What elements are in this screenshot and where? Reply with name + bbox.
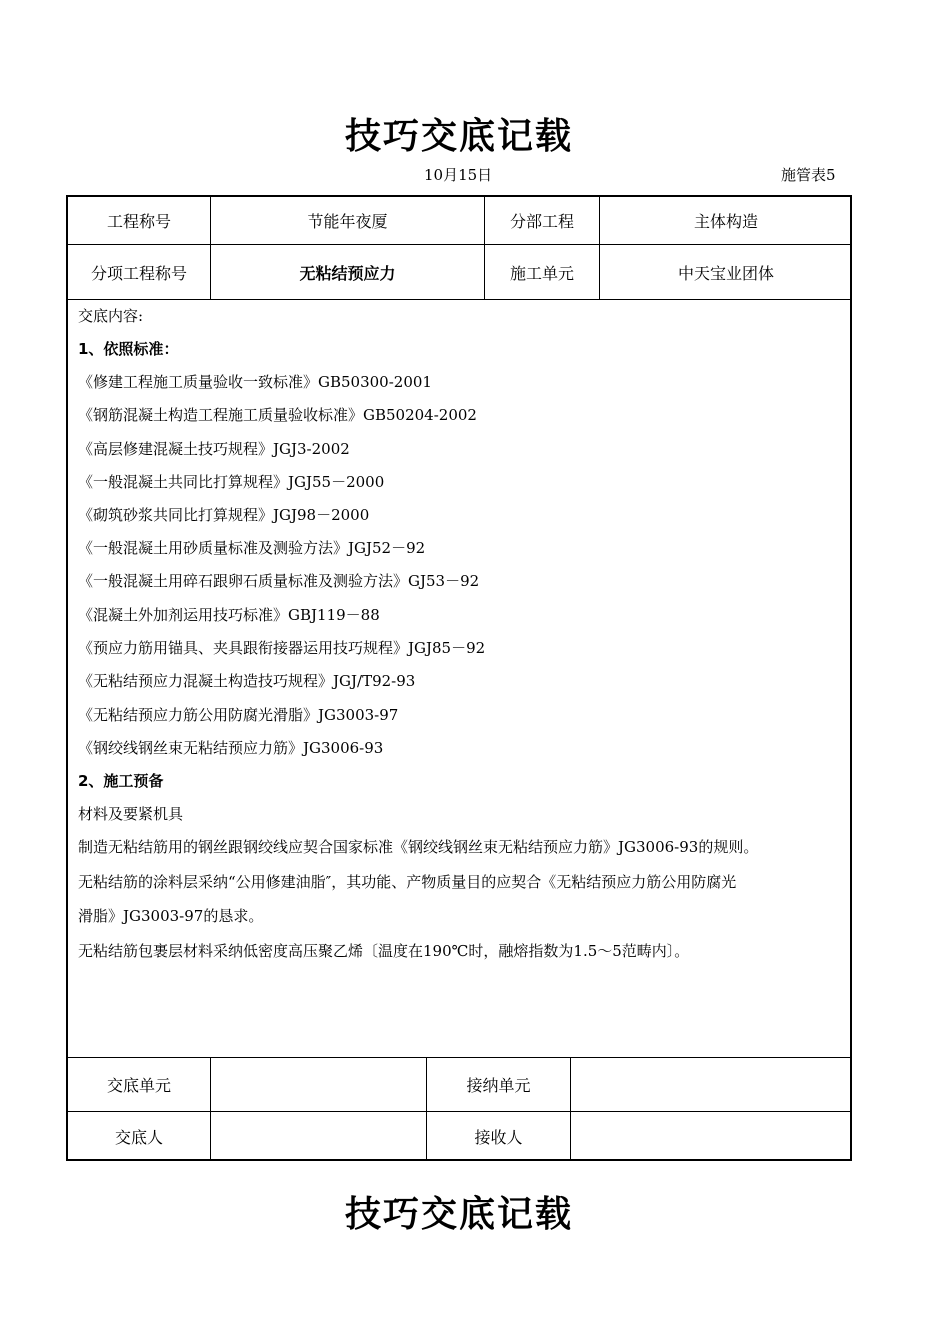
standard-item: 《预应力筋用锚具、夹具跟衔接器运用技巧规程》JGJ85－92 (78, 639, 486, 657)
document-date: 10月15日 (424, 166, 493, 184)
handover-person-label: 交底人 (114, 1128, 163, 1147)
subitem-value: 无粘结预应力 (299, 263, 396, 283)
handover-record-table (66, 195, 852, 1161)
materials-heading: 材料及要紧机具 (78, 805, 184, 823)
section-standards-heading: 1、依照标准： (78, 340, 179, 358)
receiver-person-value (571, 1112, 852, 1161)
paragraph-coating-cont: 滑脂》JG3003-97的恳求。 (78, 907, 264, 925)
paragraph-coating: 无粘结筋的涂料层采纳“公用修建油脂″，其功能、产物质量目的应契合《无粘结预应力筋公用防腐光 (78, 873, 737, 891)
standard-item: 《无粘结预应力混凝土构造技巧规程》JGJ/T92-93 (78, 672, 416, 690)
standard-item: 《混凝土外加剂运用技巧标准》GBJ119－88 (78, 606, 380, 624)
project-name-label: 工程称号 (106, 212, 171, 231)
subitem-label: 分项工程称号 (90, 263, 187, 283)
standard-item: 《一般混凝土用碎石跟卵石质量标准及测验方法》GJ53－92 (78, 572, 480, 590)
handover-unit-label: 交底单元 (106, 1076, 171, 1095)
document-title: 技巧交底记载 (344, 116, 573, 157)
handover-person-value (211, 1112, 426, 1161)
standard-item: 《修建工程施工质量验收一致标准》GB50300-2001 (78, 373, 432, 391)
form-number: 施管表5 (781, 166, 836, 184)
standard-item: 《砌筑砂浆共同比打算规程》JGJ98－2000 (78, 506, 370, 524)
construction-unit-label: 施工单元 (509, 263, 574, 283)
handover-unit-value (211, 1058, 426, 1111)
standard-item: 《高层修建混凝土技巧规程》JGJ3-2002 (78, 440, 350, 458)
standard-item: 《钢筋混凝土构造工程施工质量验收标准》GB50204-2002 (78, 406, 477, 424)
project-name-value: 节能年夜厦 (307, 212, 388, 231)
content-intro: 交底内容: (78, 307, 144, 325)
next-page-title: 技巧交底记载 (344, 1194, 573, 1235)
standard-item: 《一般混凝土共同比打算规程》JGJ55－2000 (78, 473, 385, 491)
division-label: 分部工程 (509, 212, 574, 231)
division-value: 主体构造 (693, 212, 758, 231)
receiver-unit-value (571, 1058, 852, 1111)
paragraph-steel-wire: 制造无粘结筋用的钢丝跟钢绞线应契合国家标准《钢绞线钢丝束无粘结预应力筋》JG3006-93的规则。 (78, 838, 759, 856)
section-preparation-heading: 2、施工预备 (78, 772, 164, 790)
standard-item: 《钢绞线钢丝束无粘结预应力筋》JG3006-93 (78, 739, 384, 757)
standard-item: 《一般混凝土用砂质量标准及测验方法》JGJ52－92 (78, 539, 426, 557)
receiver-person-label: 接收人 (474, 1128, 523, 1147)
paragraph-sheathing: 无粘结筋包裹层材料采纳低密度高压聚乙烯〔温度在190℃时，融熔指数为1.5～5范畴内〕。 (78, 942, 690, 960)
standard-item: 《无粘结预应力筋公用防腐光滑脂》JG3003-97 (78, 706, 399, 724)
receiver-unit-label: 接纳单元 (466, 1076, 531, 1095)
row-divider (68, 299, 850, 300)
construction-unit-value: 中天宝业团体 (677, 263, 774, 283)
